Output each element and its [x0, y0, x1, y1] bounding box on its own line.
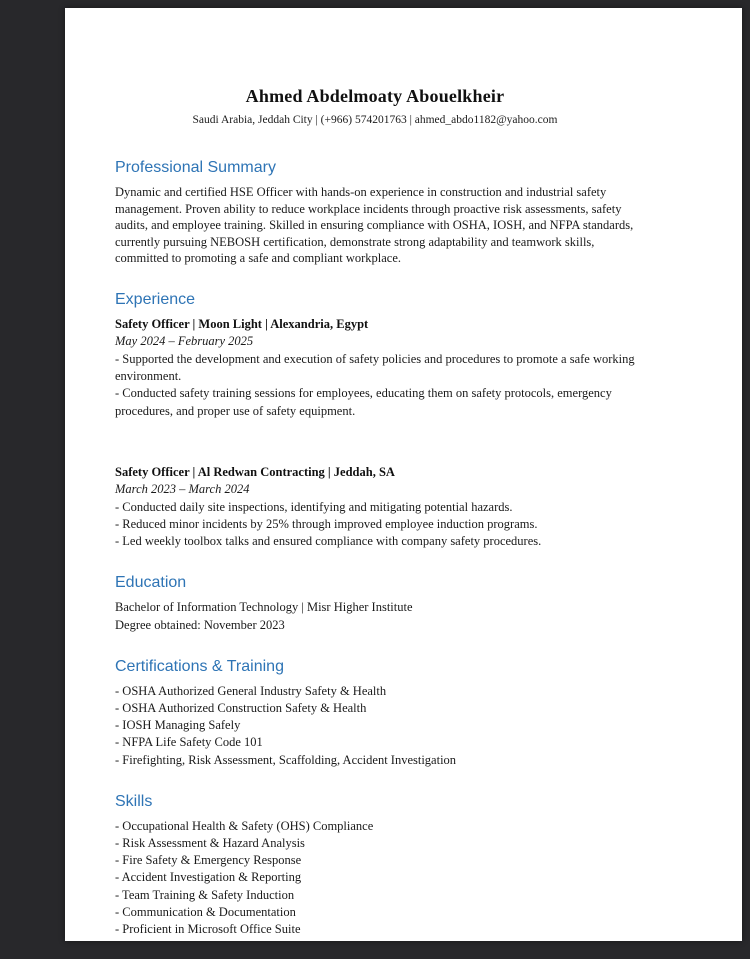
- resume-content: [65, 8, 742, 938]
- certification-item: - NFPA Life Safety Code 101: [115, 735, 263, 750]
- skill-item: - Occupational Health & Safety (OHS) Compliance: [115, 818, 374, 833]
- job-title: Safety Officer | Al Redwan Contracting | Jeddah, SA: [115, 464, 395, 479]
- certification-item: - IOSH Managing Safely: [115, 718, 241, 733]
- job-bullet: - Conducted daily site inspections, identifying and mitigating potential hazards.: [115, 499, 513, 514]
- skill-item: - Communication & Documentation: [115, 904, 296, 919]
- skill-item: - Risk Assessment & Hazard Analysis: [115, 836, 305, 851]
- job-bullet: - Led weekly toolbox talks and ensured compliance with company safety procedures.: [115, 534, 542, 549]
- skill-item: - Team Training & Safety Induction: [115, 887, 295, 902]
- certification-item: - OSHA Authorized General Industry Safety & Health: [115, 683, 387, 698]
- section-heading-education: Education: [115, 574, 187, 592]
- job-dates: May 2024 – February 2025: [115, 333, 254, 348]
- skill-item: - Fire Safety & Emergency Response: [115, 853, 302, 868]
- skill-item: - Proficient in Microsoft Office Suite: [115, 922, 301, 937]
- certification-item: - Firefighting, Risk Assessment, Scaffolding, Accident Investigation: [115, 752, 457, 767]
- resume-page[interactable]: [65, 8, 742, 941]
- skill-item: - Accident Investigation & Reporting: [115, 870, 302, 885]
- resume-name: Ahmed Abdelmoaty Abouelkheir: [245, 86, 505, 106]
- job-bullet: - Reduced minor incidents by 25% through improved employee induction programs.: [115, 516, 538, 531]
- contact-line: Saudi Arabia, Jeddah City | (+966) 574201763 | ahmed_abdo1182@yahoo.com: [192, 114, 558, 126]
- section-heading-skills: Skills: [115, 792, 153, 810]
- education-line: Degree obtained: November 2023: [115, 617, 285, 632]
- section-heading-certifications: Certifications & Training: [115, 657, 284, 675]
- job-entry: [115, 464, 635, 551]
- section-heading-summary: Professional Summary: [115, 159, 276, 176]
- summary-paragraph: Dynamic and certified HSE Officer with hands-on experience in construction and industrial safety management. Proven ability to reduce workplace incidents through proactive risk assessments, safety audits, and employee training. Skilled in ensuring compliance with OSHA, IOSH, and NFPA standards, currently pursuing NEBOSH certification, demonstrate strong adaptability and teamwork skills, committed to promoting a safe and compliant workplace.: [115, 185, 634, 266]
- job-entry: [115, 316, 635, 420]
- section-heading-experience: Experience: [115, 290, 196, 308]
- job-bullet: - Conducted safety training sessions for employees, educating them on safety protocols, emergency procedures, and proper use of safety equipment.: [115, 386, 612, 418]
- education-line: Bachelor of Information Technology | Misr Higher Institute: [115, 600, 413, 615]
- certification-item: - OSHA Authorized Construction Safety & Health: [115, 701, 367, 715]
- job-dates: March 2023 – March 2024: [115, 481, 250, 496]
- job-bullet: - Supported the development and execution of safety policies and procedures to promote a safe working environment.: [115, 351, 635, 384]
- job-title: Safety Officer | Moon Light | Alexandria, Egypt: [115, 316, 369, 331]
